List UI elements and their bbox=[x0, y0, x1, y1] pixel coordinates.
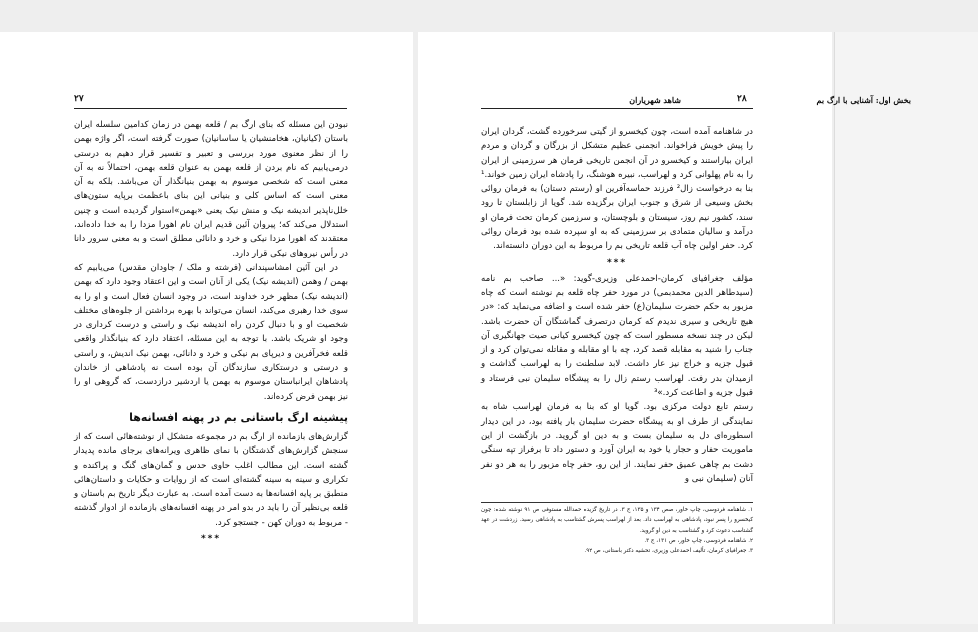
right-paragraph-1: در شاهنامه آمده است، چون کیخسرو از گیتی سرخورده گشت، گردان ایران را پیش خویش فراخواند. انجمنی عظیم متشکل از بزرگان و گردان و مردم ایران بیاراستند و کیخسرو در آن انجمن تاریخی فرمان هر سرزمینی از ایران را به نام پهلوانی کرد و لهراسب، نبیره هوشنگ، را پادشاه ایران زمین خواند.¹ بنا به درخواست زال² فرزند حماسه‌آفرین او (رستم دستان) به فرمان روائی بخش وسیعی از شرق و جنوب ایران برگزیده شد. گویا از زابلستان تا رود سند، کشور نیم روز، سیستان و بلوچستان، و سرزمین کرمان تحت فرمان او درآمد و سالیان متمادی بر سرزمینی که به او سپرده شده بود فرمان روائی کرد. حفر اولین چاه آب قلعه تاریخی بم را مربوط به این دوران دانسته‌اند. bbox=[481, 127, 754, 252]
footnotes bbox=[481, 505, 753, 556]
left-page-number: ۲۷ bbox=[74, 94, 84, 104]
left-header-rule bbox=[74, 108, 347, 109]
right-header-rule bbox=[481, 108, 753, 109]
right-page-body bbox=[481, 125, 753, 486]
footnote-3: ۳. جغرافیای کرمان، تألیف احمدعلی وزیری، تحشیه دکتر باستانی، ص ۹۲. bbox=[584, 548, 753, 555]
right-paragraph-2: مؤلف جغرافیای کرمان-احمدعلی وزیری-گوید: «... صاحب بم نامه (سیدطاهر الدین محمدبمی) در مورد حفر چاه قلعه بم نوشته است که چاه مزبور به حکم حضرت سلیمان(ع) حفر شده است و اضافه می‌نماید که: «در هیچ تاریخی و سیری ندیدم که کرمان درتصرف گماشتگان آن حضرت باشد. لیکن در چند نسخه مسطور است که چون کیخسرو کیانی صیت جهانگیری آن جناب را شنید به مقابله قصد کرد، چه با او مقابله و مقاتله نمی‌توان کرد و از قبول جزیه و خراج نیز عار داشت. لابد سلطنت را به لهراسب گذاشت و ازمیدان بدر رفت. لهراسب رستم زال را به پیشگاه سلیمان نبی فرستاد و قبول جزیه و اطاعت کرد.»³ bbox=[481, 273, 753, 399]
section-title: پیشینه ارگ باستانی بم در پهنه افسانه‌ها bbox=[129, 410, 348, 424]
left-paragraph-1: نبودن این مسئله که بنای ارگ بم / قلعه بهمن در زمان کدامین سلسله ایران باستان (کیانیان، هخامنشیان یا ساسانیان) صورت گرفته است، اگر واژه بهمن را از نظر معنوی مورد بررسی و تعبیر و تفسیر قرار دهیم به درستی درمی‌یابیم که نام بردن از قلعه بهمن به عنوان قلعه بهمن، احتمالاً نه به آن معنی است که شخصی موسوم به بهمن بنیانگذار آن می‌باشد. بلکه به آن معنی است که اساس کلی و بنیانی این بنای باعظمت برپایه ستون‌های خلل‌ناپذیر اندیشه نیک و منش نیک یعنی «بهمن»استوار گردیده است و چنین استدلال می‌کند که؛ پیروان آئین قدیم ایران نام اهورا مزدا را به خدا داده‌اند، معتقدند که اهورا مزدا نیکی و خرد و دانائی مطلق است و به معنی سرور دانا در رأس نیروهای نیکی قرار دارد. bbox=[74, 120, 348, 259]
left-paragraph-2: در این آئین امشاسپندانی (فرشته و ملک / جاودان مقدس) می‌یابیم که بهمن / وهمن (اندیشه نیک) یکی از آنان است و این اعتقاد وجود دارد که بهمن (اندیشه نیک) مظهر خرد خداوند است، در وجود انسان فعال است و او را به سوی خدا رهبری می‌کند، انسان می‌تواند با بهره برداشتن از جلوه‌های مختلف شخصیت او و با دنبال کردن راه اندیشه نیک و راستی و درست کرداری در وجود او شریک باشد. با توجه به این مسئله، اعتقاد دارد که بنیانگذار واقعی قلعه فخرآفرین و دیرپای بم نیکی و خرد و دانائی، بهمن نیک اندیش، و راستی و درستی و درستکاری سازندگان آن بوده است نه پادشاهی از خاندان پادشاهان ایرانباستان موسوم به بهمن یا اردشیر درازدست، که گروهی او را نیز بهمن فرض کرده‌اند. bbox=[74, 262, 348, 402]
right-running-head: شاهد شهریاران bbox=[629, 95, 681, 105]
footnote-2: ۲. شاهنامه فردوسی، چاپ خاور، ص ۱۳۱، ج ۳. bbox=[644, 537, 753, 544]
footnote-1: ۱. شاهنامه فردوسی، چاپ خاور، صص ۱۳۴ و ۱۳۵، ج ۳. در تاریخ گزیده حمدالله مستوفی ص ۹۱ نوشته شده: چون کیخسرو را پسر نبود، پادشاهی به لهراسب داد. بعد از لهراسب پسرش گشتاسب به پادشاهی رسید. زردشت در عهد گشتاسب دعوت کرد و گشتاسب به دین او گروید. bbox=[481, 507, 753, 534]
viewer-side-panel bbox=[834, 32, 978, 624]
left-page-body bbox=[74, 118, 348, 548]
footnote-rule bbox=[481, 502, 753, 503]
right-ornament: *** bbox=[606, 257, 628, 268]
left-ornament: *** bbox=[200, 534, 222, 545]
left-running-head: بخش اول: آشنایی با ارگ بم bbox=[816, 95, 911, 105]
right-page-number: ۲۸ bbox=[737, 94, 747, 104]
section-paragraph: گزارش‌های بازمانده از ارگ بم در مجموعه متشکل از نوشته‌هائی است که از سنجش گزارش‌های گذشتگان با نمای ظاهری ویرانه‌های برجای مانده پدیدار گشته است. این مطالب اغلب حاوی حدس و گمان‌های گنگ و پراکنده و تکراری و سینه به سینه گشته‌ای است که از روایات و حکایات و داستان‌هائی منطبق بر پایه افسانه‌ها به دست آمده است. به عبارت دیگر تاریخ بم باستان و قلعه بی‌نظیر آن را باید در بدو امر در پهنه افسانه‌های بازمانده از ادوار گذشته - مربوط به دوران کهن - جستجو کرد. bbox=[74, 431, 348, 528]
right-paragraph-3: رستم تابع دولت مرکزی بود. گویا او که بنا به فرمان لهراسب شاه به نمایندگی از طرف او به پیشگاه حضرت سلیمان بار یافته بود، در این دیدار اسطوره‌ای دل به سلیمان بست و به دین او گروید. در بازگشت از این ماموریت حفار و حجار یا خود به ایران آورد و دستور داد تا برفراز تپه سنگی دشت بم چاهی عمیق حفر نمایند. از این رو، حفر چاه مزبور را به هر دو نفر آنان (سلیمان نبی و bbox=[481, 402, 753, 484]
